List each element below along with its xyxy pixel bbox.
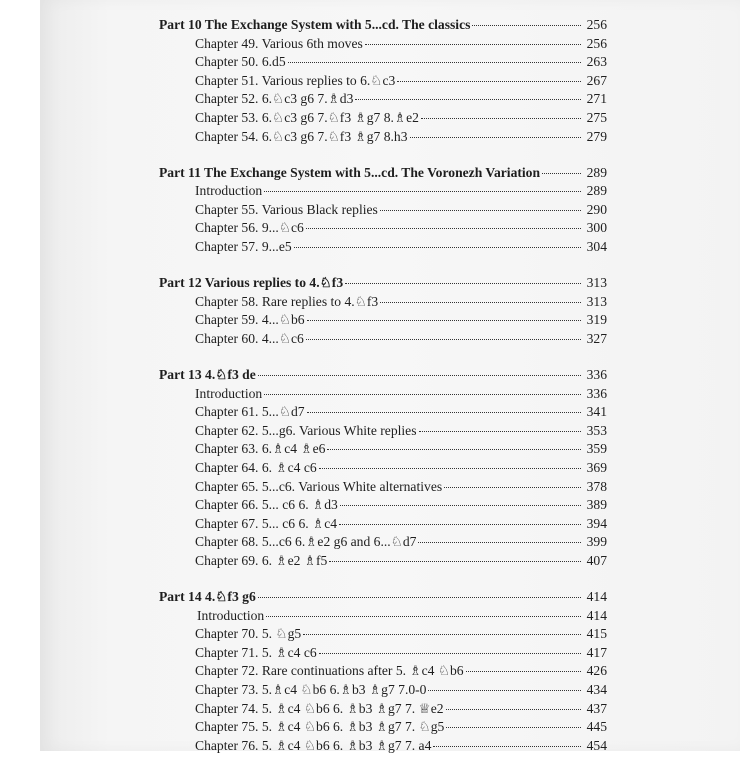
- chapter-title: Chapter 63. 6.♗c4 ♗e6: [195, 441, 326, 457]
- toc-chapter-entry[interactable]: [159, 718, 607, 737]
- page-number: 369: [586, 459, 607, 475]
- chapter-title: Chapter 75. 5. ♗c4 ♘b6 6. ♗b3 ♗g7 7. ♘g5: [195, 719, 445, 735]
- chapter-title: Chapter 67. 5... c6 6. ♗c4: [195, 515, 338, 531]
- dot-leader: [303, 634, 581, 635]
- toc-part-heading[interactable]: [159, 16, 607, 35]
- page-number: 275: [586, 109, 607, 125]
- dot-leader: [306, 339, 581, 340]
- page-number: 327: [586, 330, 607, 346]
- toc-part-heading[interactable]: [159, 366, 607, 385]
- chapter-title: Chapter 76. 5. ♗c4 ♘b6 6. ♗b3 ♗g7 7. a4: [195, 737, 432, 753]
- chapter-title: Chapter 65. 5...c6. Various White alternatives: [195, 478, 443, 494]
- dot-leader: [446, 727, 581, 728]
- toc-part-13: [159, 366, 607, 571]
- chapter-title: Chapter 69. 6. ♗e2 ♗f5: [195, 552, 328, 568]
- chapter-title: Introduction: [197, 607, 265, 623]
- page-number: 414: [586, 607, 607, 623]
- page-number: 378: [586, 478, 607, 494]
- chapter-title: Chapter 74. 5. ♗c4 ♘b6 6. ♗b3 ♗g7 7. ♕e2: [195, 700, 444, 716]
- chapter-title: Chapter 62. 5...g6. Various White replies: [195, 422, 417, 438]
- dot-leader: [327, 449, 581, 450]
- toc-chapter-entry[interactable]: [159, 90, 607, 109]
- toc-chapter-entry[interactable]: [159, 607, 607, 626]
- page-number: 407: [586, 552, 607, 568]
- toc-chapter-entry[interactable]: [159, 625, 607, 644]
- dot-leader: [294, 247, 581, 248]
- toc-chapter-entry[interactable]: [159, 293, 607, 312]
- toc-chapter-entry[interactable]: [159, 422, 607, 441]
- toc-chapter-entry[interactable]: [159, 478, 607, 497]
- toc-chapter-entry[interactable]: [159, 72, 607, 91]
- chapter-title: Chapter 51. Various replies to 6.♘c3: [195, 72, 396, 88]
- dot-leader: [319, 468, 581, 469]
- dot-leader: [365, 44, 581, 45]
- page-number: 271: [586, 91, 607, 107]
- dot-leader: [266, 616, 581, 617]
- toc-chapter-entry[interactable]: [159, 128, 607, 147]
- toc-chapter-entry[interactable]: [159, 533, 607, 552]
- chapter-title-text: Chapter 49. Various 6th moves: [195, 35, 363, 51]
- toc-chapter-entry[interactable]: [159, 459, 607, 478]
- chapter-title: Chapter 70. 5. ♘g5: [195, 626, 302, 642]
- chapter-title: Introduction: [195, 385, 263, 401]
- toc-chapter-entry[interactable]: [159, 662, 607, 681]
- chapter-title: Chapter 68. 5...c6 6.♗e2 g6 and 6...♘d7: [195, 534, 417, 550]
- dot-leader: [345, 283, 581, 284]
- part-title: Part 11 The Exchange System with 5...cd. The Voronezh Variation: [159, 164, 541, 180]
- toc-chapter-entry[interactable]: [159, 515, 607, 534]
- dot-leader: [264, 191, 581, 192]
- chapter-title: [195, 35, 363, 54]
- toc-chapter-entry[interactable]: [159, 440, 607, 459]
- dot-leader: [264, 394, 581, 395]
- page-number: 437: [586, 700, 607, 716]
- page-number: 389: [586, 497, 607, 513]
- dot-leader: [421, 118, 581, 119]
- page-number: 399: [586, 534, 607, 550]
- part-title: Part 14 4.♘f3 g6: [159, 589, 256, 605]
- chapter-title: Chapter 66. 5... c6 6. ♗d3: [195, 497, 338, 513]
- toc-chapter-entry[interactable]: [159, 219, 607, 238]
- dot-leader: [380, 302, 581, 303]
- dot-leader: [339, 524, 581, 525]
- page-number: 353: [586, 422, 607, 438]
- dot-leader: [410, 137, 582, 138]
- page-number: 279: [586, 128, 607, 144]
- dot-leader: [288, 62, 581, 63]
- chapter-title: Chapter 72. Rare continuations after 5. ♗c4 ♘b6: [195, 663, 464, 679]
- page-number: 319: [586, 312, 607, 328]
- page-number: 290: [586, 201, 607, 217]
- dot-leader: [446, 709, 581, 710]
- chapter-title: Chapter 52. 6.♘c3 g6 7.♗d3: [195, 91, 354, 107]
- toc-chapter-entry[interactable]: [159, 644, 607, 663]
- page-number: 289: [586, 164, 607, 180]
- page-number: 336: [586, 367, 607, 382]
- dot-leader: [340, 505, 581, 506]
- page-number: 313: [586, 275, 607, 291]
- dot-leader: [542, 173, 581, 174]
- toc-chapter-entry[interactable]: [159, 496, 607, 515]
- chapter-title: Chapter 71. 5. ♗c4 c6: [195, 644, 317, 660]
- toc-part-heading[interactable]: [159, 164, 607, 183]
- toc-chapter-entry[interactable]: [159, 737, 607, 756]
- dot-leader: [418, 542, 581, 543]
- page-number: 304: [586, 239, 607, 255]
- toc-chapter-entry[interactable]: [159, 53, 607, 72]
- chapter-title: Chapter 50. 6.d5: [195, 54, 286, 70]
- chapter-title: Chapter 59. 4...♘b6: [195, 312, 305, 328]
- page-number: 394: [586, 515, 607, 531]
- toc-part-heading[interactable]: [159, 274, 607, 293]
- chapter-title: Chapter 55. Various Black replies: [195, 201, 378, 217]
- page-number: 341: [586, 404, 607, 420]
- page-number: 415: [586, 626, 607, 642]
- toc-part-11: [159, 164, 607, 257]
- page-number: 267: [586, 72, 607, 88]
- dot-leader: [380, 210, 581, 211]
- dot-leader: [319, 653, 581, 654]
- page-number: 454: [586, 737, 607, 753]
- page-number: 426: [586, 663, 607, 679]
- dot-leader: [307, 412, 581, 413]
- chapter-title: Chapter 53. 6.♘c3 g6 7.♘f3 ♗g7 8.♗e2: [195, 109, 419, 125]
- page-number: 417: [586, 644, 607, 660]
- page-number: 289: [586, 183, 607, 199]
- page-number: 256: [586, 35, 607, 51]
- toc-chapter-entry[interactable]: [159, 700, 607, 719]
- toc-chapter-entry[interactable]: [159, 681, 607, 700]
- dot-leader: [397, 81, 581, 82]
- chapter-title: Chapter 73. 5.♗c4 ♘b6 6.♗b3 ♗g7 7.0-0: [195, 682, 427, 697]
- chapter-title: Chapter 54. 6.♘c3 g6 7.♘f3 ♗g7 8.h3: [195, 128, 408, 144]
- table-of-contents: [159, 16, 607, 773]
- chapter-title: Chapter 61. 5...♘d7: [195, 404, 305, 420]
- toc-chapter-entry[interactable]: [159, 311, 607, 330]
- toc-chapter-entry[interactable]: [159, 35, 607, 54]
- chapter-title: Chapter 56. 9...♘c6: [195, 220, 304, 236]
- chapter-title: Chapter 60. 4...♘c6: [195, 330, 304, 346]
- toc-part-12: [159, 274, 607, 348]
- page-number: 434: [586, 682, 607, 697]
- dot-leader: [355, 99, 581, 100]
- toc-chapter-entry[interactable]: [159, 238, 607, 257]
- toc-part-heading[interactable]: [159, 588, 607, 607]
- toc-chapter-entry[interactable]: [159, 201, 607, 220]
- toc-chapter-entry[interactable]: [159, 552, 607, 571]
- chapter-title: Chapter 57. 9...e5: [195, 239, 292, 255]
- chapter-title: Chapter 58. Rare replies to 4.♘f3: [195, 293, 379, 309]
- chapter-title: Chapter 64. 6. ♗c4 c6: [195, 459, 317, 475]
- page-number: 300: [586, 220, 607, 236]
- dot-leader: [428, 690, 581, 691]
- page-number: 359: [586, 441, 607, 457]
- dot-leader: [472, 25, 581, 26]
- page-number: 256: [586, 17, 607, 32]
- dot-leader: [466, 671, 581, 672]
- dot-leader: [419, 431, 582, 432]
- dot-leader: [306, 228, 581, 229]
- part-title: Part 10 The Exchange System with 5...cd. The classics: [159, 17, 471, 32]
- toc-chapter-entry[interactable]: [159, 403, 607, 422]
- part-title: Part 12 Various replies to 4.♘f3: [159, 275, 344, 291]
- dot-leader: [307, 320, 581, 321]
- dot-leader: [433, 746, 581, 747]
- dot-leader: [329, 561, 581, 562]
- part-title: Part 13 4.♘f3 de: [159, 367, 256, 382]
- toc-chapter-entry[interactable]: [159, 385, 607, 404]
- page-number: 313: [586, 293, 607, 309]
- page-number: 414: [586, 589, 607, 605]
- page-number: 263: [586, 54, 607, 70]
- dot-leader: [258, 597, 581, 598]
- page-number: 445: [586, 719, 607, 735]
- toc-chapter-entry[interactable]: [159, 109, 607, 128]
- toc-chapter-entry[interactable]: [159, 330, 607, 349]
- toc-part-10: [159, 16, 607, 146]
- toc-chapter-entry[interactable]: [159, 182, 607, 201]
- page-number: 336: [586, 385, 607, 401]
- toc-part-14: [159, 588, 607, 755]
- dot-leader: [258, 375, 581, 376]
- chapter-title: Introduction: [195, 183, 263, 199]
- dot-leader: [444, 487, 581, 488]
